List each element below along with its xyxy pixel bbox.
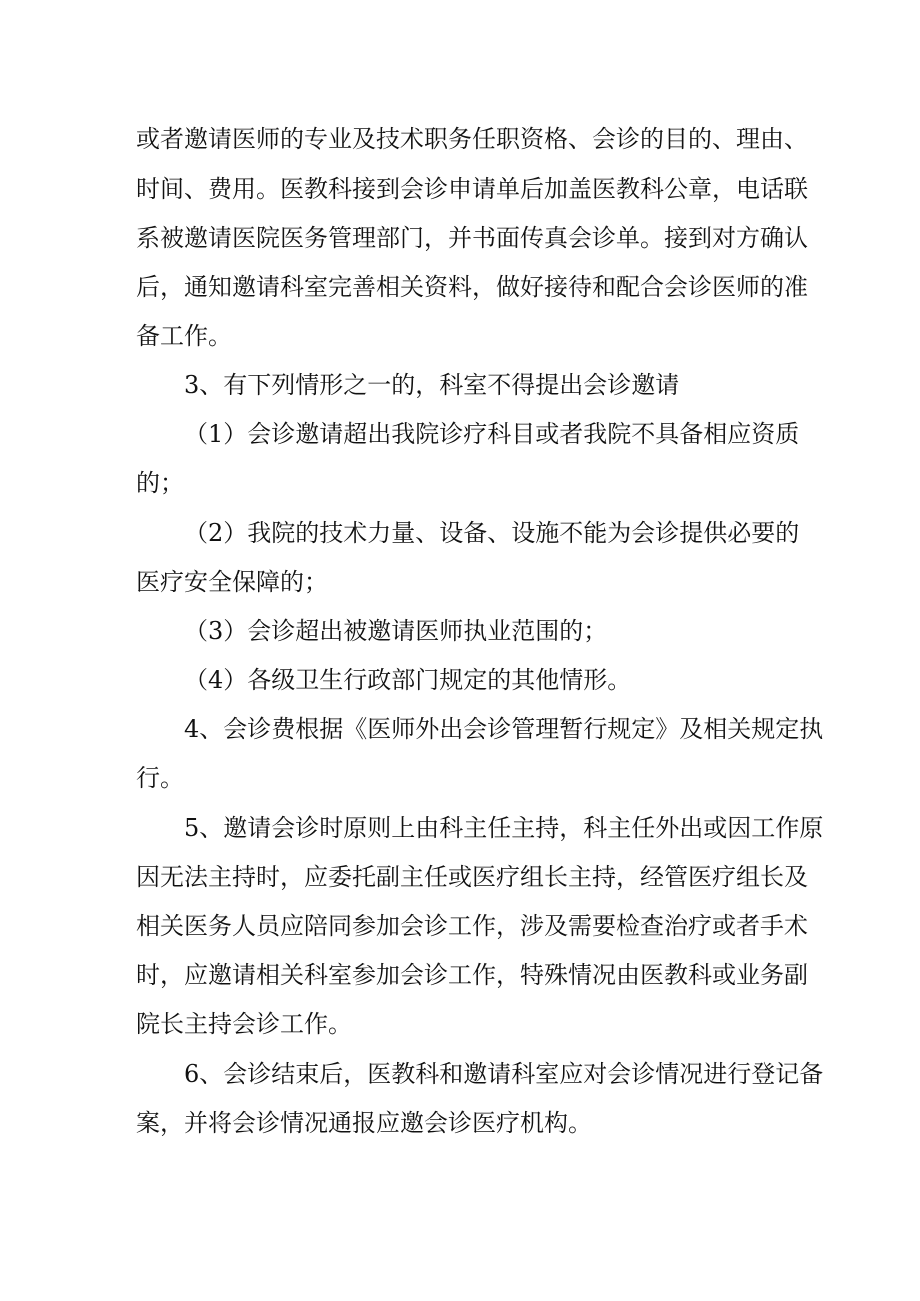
list-item-line: 相关医务人员应陪同参加会诊工作，涉及需要检查治疗或者手术 — [136, 912, 808, 940]
list-item-line: 6、会诊结束后，医教科和邀请科室应对会诊情况进行登记备 — [184, 1060, 824, 1088]
sub-item-line: （4）各级卫生行政部门规定的其他情形。 — [184, 666, 632, 694]
list-item-line: 院长主持会诊工作。 — [136, 1010, 352, 1038]
list-item-line: 因无法主持时，应委托副主任或医疗组长主持，经管医疗组长及 — [136, 863, 808, 891]
list-item-line: 时，应邀请相关科室参加会诊工作，特殊情况由医教科或业务副 — [136, 961, 808, 989]
paragraph-line: 系被邀请医院医务管理部门，并书面传真会诊单。接到对方确认 — [136, 224, 808, 252]
paragraph-line: 后，通知邀请科室完善相关资料，做好接待和配合会诊医师的准 — [136, 273, 808, 301]
sub-item-line: （1）会诊邀请超出我院诊疗科目或者我院不具备相应资质 — [184, 420, 800, 448]
sub-item-line: 的； — [136, 469, 184, 497]
sub-item-line: 医疗安全保障的； — [136, 568, 328, 596]
list-item-line: 案，并将会诊情况通报应邀会诊医疗机构。 — [136, 1109, 592, 1137]
list-item-line: 行。 — [136, 764, 184, 792]
sub-item-line: （2）我院的技术力量、设备、设施不能为会诊提供必要的 — [184, 519, 800, 547]
paragraph-line: 时间、费用。医教科接到会诊申请单后加盖医教科公章，电话联 — [136, 175, 808, 203]
list-item-line: 5、邀请会诊时原则上由科主任主持，科主任外出或因工作原 — [184, 814, 824, 842]
sub-item-line: （3）会诊超出被邀请医师执业范围的； — [184, 617, 608, 645]
paragraph-line: 备工作。 — [136, 322, 232, 350]
list-item-line: 4、会诊费根据《医师外出会诊管理暂行规定》及相关规定执 — [184, 715, 824, 743]
list-item-heading: 3、有下列情形之一的，科室不得提出会诊邀请 — [184, 371, 680, 399]
paragraph-line: 或者邀请医师的专业及技术职务任职资格、会诊的目的、理由、 — [136, 125, 808, 153]
